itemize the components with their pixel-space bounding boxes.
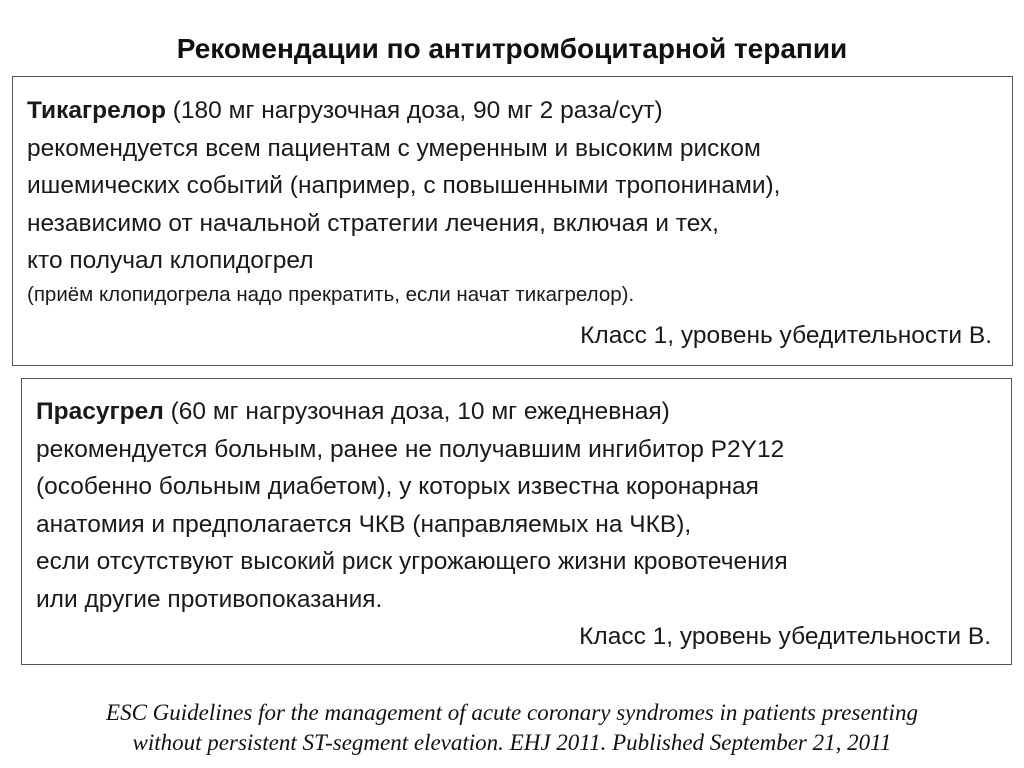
drug-name: Прасугрел: [36, 398, 164, 425]
evidence-class-level: Класс 1, уровень убедительности В.: [580, 321, 992, 349]
drug-dose: (60 мг нагрузочная доза, 10 мг ежедневная): [163, 398, 670, 425]
recommendation-line: независимо от начальной стратегии лечения, включая и тех,: [27, 209, 719, 237]
recommendation-note: (приём клопидогрела надо прекратить, если начат тикагрелор).: [27, 282, 635, 306]
recommendation-line: если отсутствуют высокий риск угрожающего жизни кровотечения: [36, 548, 788, 575]
drug-dose: (180 мг нагрузочная доза, 90 мг 2 раза/сут): [165, 97, 663, 124]
citation-line: ESC Guidelines for the management of acute coronary syndromes in patients presenting: [106, 700, 918, 725]
evidence-class-level: Класс 1, уровень убедительности В.: [579, 623, 991, 650]
slide-title: Рекомендации по антитромбоцитарной терапии: [176, 33, 848, 64]
citation-line: without persistent ST-segment elevation. EHJ 2011. Published September 21, 2011: [132, 730, 892, 755]
recommendation-line: рекомендуется больным, ранее не получавшим ингибитор P2Y12: [36, 435, 785, 463]
ticagrelor-recommendation-box: [12, 76, 1013, 366]
source-citation: [0, 698, 1024, 758]
recommendation-line: ишемических событий (например, с повышенными тропонинами),: [27, 172, 781, 199]
drug-heading-line: [36, 393, 995, 431]
recommendation-line: или другие противопоказания.: [36, 585, 383, 613]
recommendation-line: рекомендуется всем пациентам с умеренным и высоким риском: [27, 134, 761, 162]
recommendation-text: [27, 92, 996, 354]
prasugrel-recommendation-box: [21, 378, 1012, 665]
recommendation-text: [36, 393, 995, 656]
drug-name: Тикагрелор: [27, 97, 166, 124]
recommendation-line: анатомия и предполагается ЧКВ (направляемых на ЧКВ),: [36, 510, 692, 538]
drug-heading-line: [27, 92, 996, 130]
recommendation-line: (особенно больным диабетом), у которых известна коронарная: [36, 473, 759, 500]
recommendation-line: кто получал клопидогрел: [27, 247, 314, 274]
